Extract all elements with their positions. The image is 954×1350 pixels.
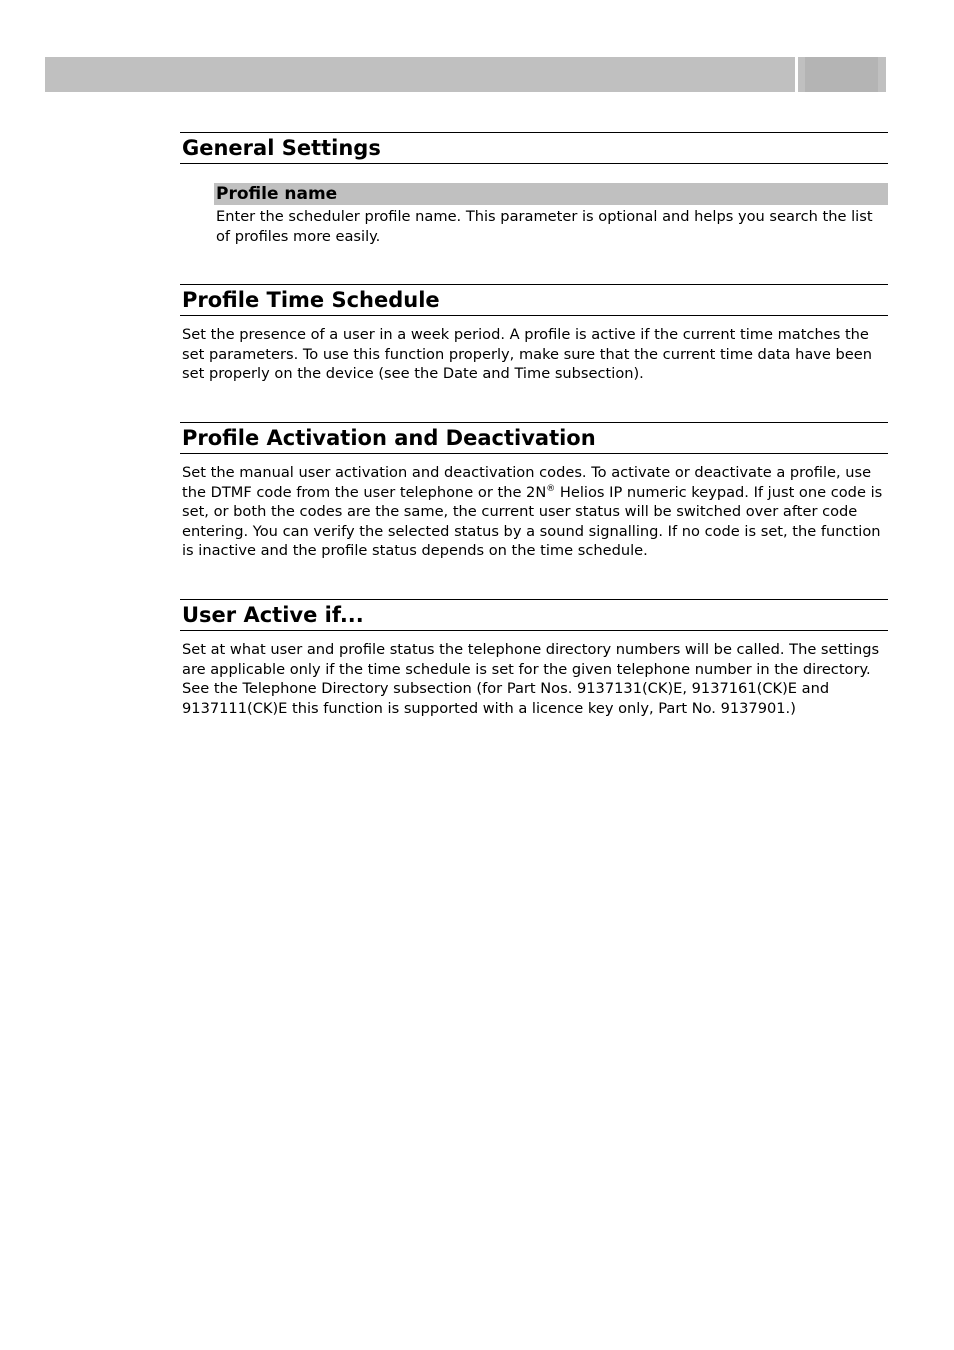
registered-mark: ® (546, 483, 556, 494)
profile-activation-description (182, 463, 888, 561)
activation-text-part2: Helios IP numeric keypad. If just one code is set, or both the codes are the same, the current user status will be switched over after code entering. You can verify the selected status by a sound signalling. If no code is set, the function is inactive and the profile status depends on the time schedule. (182, 483, 883, 560)
profile-name-description: Enter the scheduler profile name. This parameter is optional and helps you search the list of profiles more easily. (216, 208, 873, 245)
page-header-tab-inner (805, 57, 878, 92)
subsection-title-profile-name: Profile name (214, 183, 888, 205)
document-content (180, 132, 888, 718)
section-title-profile-activation: Profile Activation and Deactivation (180, 422, 888, 454)
section-title-user-active-if: User Active if... (180, 599, 888, 631)
subsection-profile-name (214, 183, 888, 246)
user-active-if-description: Set at what user and profile status the telephone directory numbers will be called. The settings are applicable only if the time schedule is set for the given telephone number in the directory. See the Telephone Directory subsection (for Part Nos. 9137131(CK)E, 9137161(CK)E and 9137111(CK)E this function is supported with a licence key only, Part No. 9137901.) (182, 640, 880, 717)
activation-text-part1: Set the manual user activation and deactivation codes. To activate or deactivate a profile, use the DTMF code from the user telephone or the 2N (182, 463, 872, 501)
section-title-profile-time-schedule: Profile Time Schedule (180, 284, 888, 316)
page-header-bar (45, 57, 795, 92)
profile-time-schedule-description: Set the presence of a user in a week period. A profile is active if the current time matches the set parameters. To use this function properly, make sure that the current time data have been set properly on the device (see the Date and Time subsection). (182, 326, 872, 383)
section-title-general-settings: General Settings (180, 132, 888, 164)
